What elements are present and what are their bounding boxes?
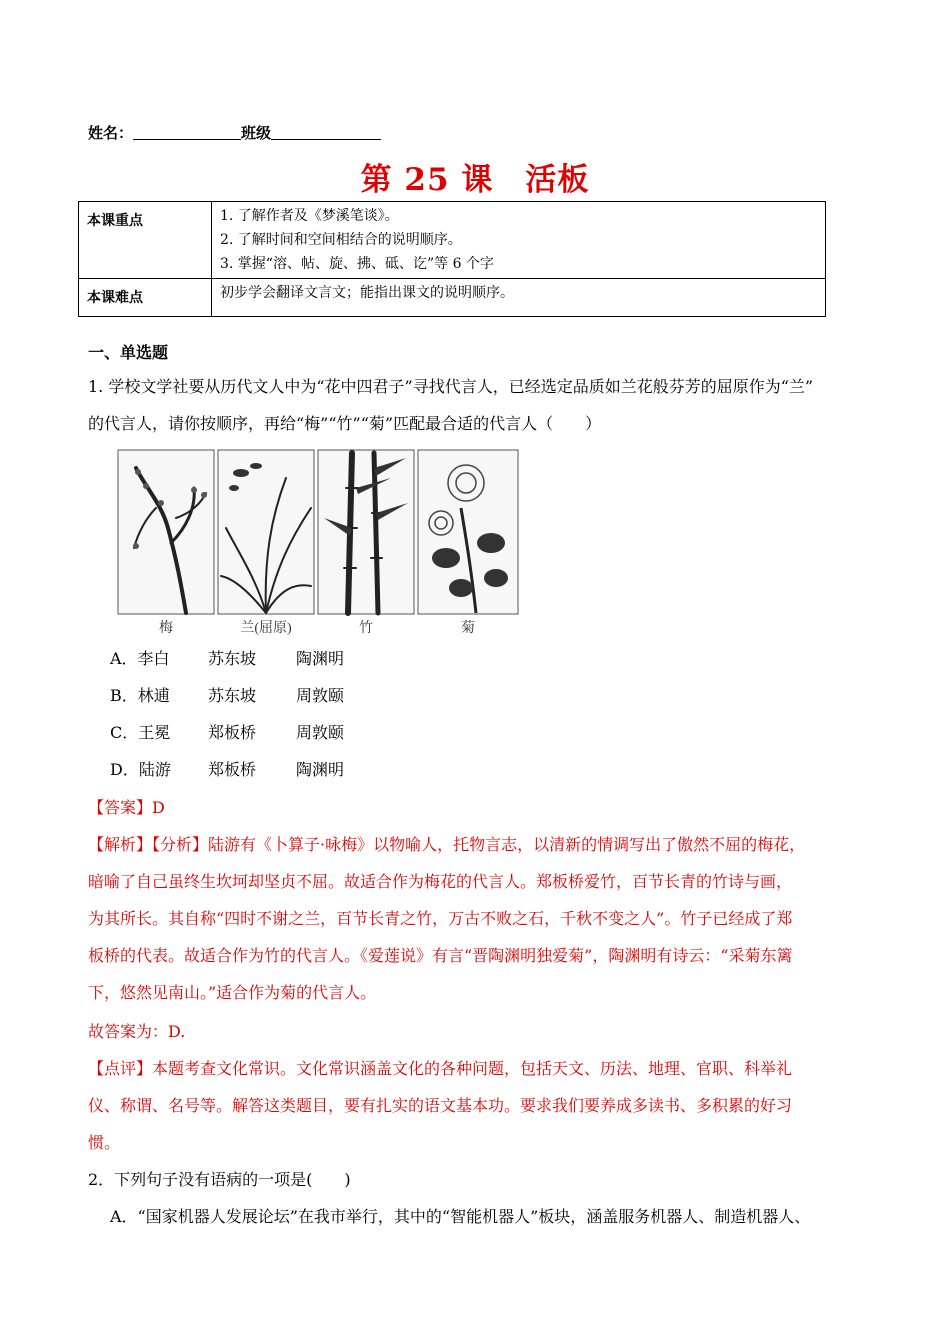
q1-option-c[interactable]	[110, 714, 344, 751]
q1-comment-line: 【点评】本题考查文化常识。文化常识涵盖文化的各种问题，包括天文、历法、地理、官职、科举礼	[88, 1059, 793, 1078]
option-text: 陶渊明	[296, 649, 345, 668]
class-label: 班级	[241, 124, 272, 142]
option-text: 陶渊明	[296, 760, 345, 779]
key-points-label: 本课重点	[79, 202, 212, 279]
q1-option-a[interactable]	[110, 640, 344, 677]
difficult-points-label: 本课难点	[79, 279, 212, 317]
caption-chrysanthemum: 菊	[461, 621, 475, 636]
student-info-line	[88, 122, 381, 143]
option-text: 郑板桥	[208, 723, 257, 742]
name-label: 姓名：	[88, 124, 134, 142]
q1-conclusion: 故答案为：D.	[88, 1022, 186, 1041]
option-text: 周敦颐	[296, 686, 345, 705]
option-text: 周敦颐	[296, 723, 345, 742]
four-gentlemen-figure	[116, 448, 522, 638]
option-text: D．陆游	[110, 760, 171, 779]
q1-analysis-line: 暗喻了自己虽终生坎坷却坚贞不屈。故适合作为梅花的代言人。郑板桥爱竹，百节长青的竹诗与画，	[88, 872, 793, 891]
q1-stem-line2: 的代言人，请你按顺序，再给“梅”“竹”“菊”匹配最合适的代言人（ ）	[88, 414, 602, 433]
q2-option-a[interactable]: A．“国家机器人发展论坛”在我市举行，其中的“智能机器人”板块，涵盖服务机器人、制造机器人、	[110, 1207, 811, 1226]
option-text: 苏东坡	[208, 686, 257, 705]
caption-plum: 梅	[159, 621, 173, 636]
q1-comment-line: 仪、称谓、名号等。解答这类题目，要有扎实的语文基本功。要求我们要养成多读书、多积累的好习	[88, 1096, 793, 1115]
lesson-title: 第 25 课 活板	[360, 162, 590, 198]
difficult-point-text: 初步学会翻译文言文；能指出课文的说明顺序。	[220, 285, 514, 301]
q1-analysis-line: 【解析】【分析】陆游有《卜算子·咏梅》以物喻人，托物言志，以清新的情调写出了傲然不屈的梅花，	[88, 835, 806, 854]
q1-answer: 【答案】D	[88, 798, 165, 817]
difficult-points-content	[212, 279, 826, 317]
key-point-item: 2. 了解时间和空间相结合的说明顺序。	[220, 232, 462, 248]
lesson-info-table	[78, 201, 826, 317]
q2-stem: 2．下列句子没有语病的一项是( )	[88, 1170, 351, 1189]
class-blank[interactable]	[271, 125, 381, 140]
q1-comment-line: 惯。	[88, 1133, 121, 1152]
caption-bamboo: 竹	[359, 621, 373, 636]
option-text: B．林逋	[110, 686, 170, 705]
q1-stem-line1: 1. 学校文学社要从历代文人中为“花中四君子”寻找代言人，已经选定品质如兰花般芬芳的屈原作为“兰”	[88, 377, 814, 396]
section-title: 一、单选题	[88, 343, 169, 362]
option-text: A．李白	[110, 649, 170, 668]
caption-orchid: 兰(屈原)	[240, 621, 292, 636]
q1-analysis-line: 下，悠然见南山。”适合作为菊的代言人。	[88, 983, 377, 1002]
option-text: 苏东坡	[208, 649, 257, 668]
option-text: C．王冕	[110, 723, 171, 742]
q1-analysis-line: 为其所长。其自称“四时不谢之兰，百节长青之竹，万古不败之石，千秋不变之人”。竹子已经成了郑	[88, 909, 793, 928]
key-points-content	[212, 202, 826, 279]
q1-option-b[interactable]	[110, 677, 344, 714]
option-text: 郑板桥	[208, 760, 257, 779]
q1-analysis-line: 板桥的代表。故适合作为竹的代言人。《爱莲说》有言“晋陶渊明独爱菊”，陶渊明有诗云：“采菊东篱	[88, 946, 793, 965]
name-blank[interactable]	[133, 125, 241, 140]
q1-option-d[interactable]	[110, 751, 344, 788]
key-point-item: 1. 了解作者及《梦溪笔谈》。	[220, 208, 399, 224]
key-point-item: 3. 掌握“溶、帖、旋、拂、砥、讫”等 6 个字	[220, 256, 494, 272]
